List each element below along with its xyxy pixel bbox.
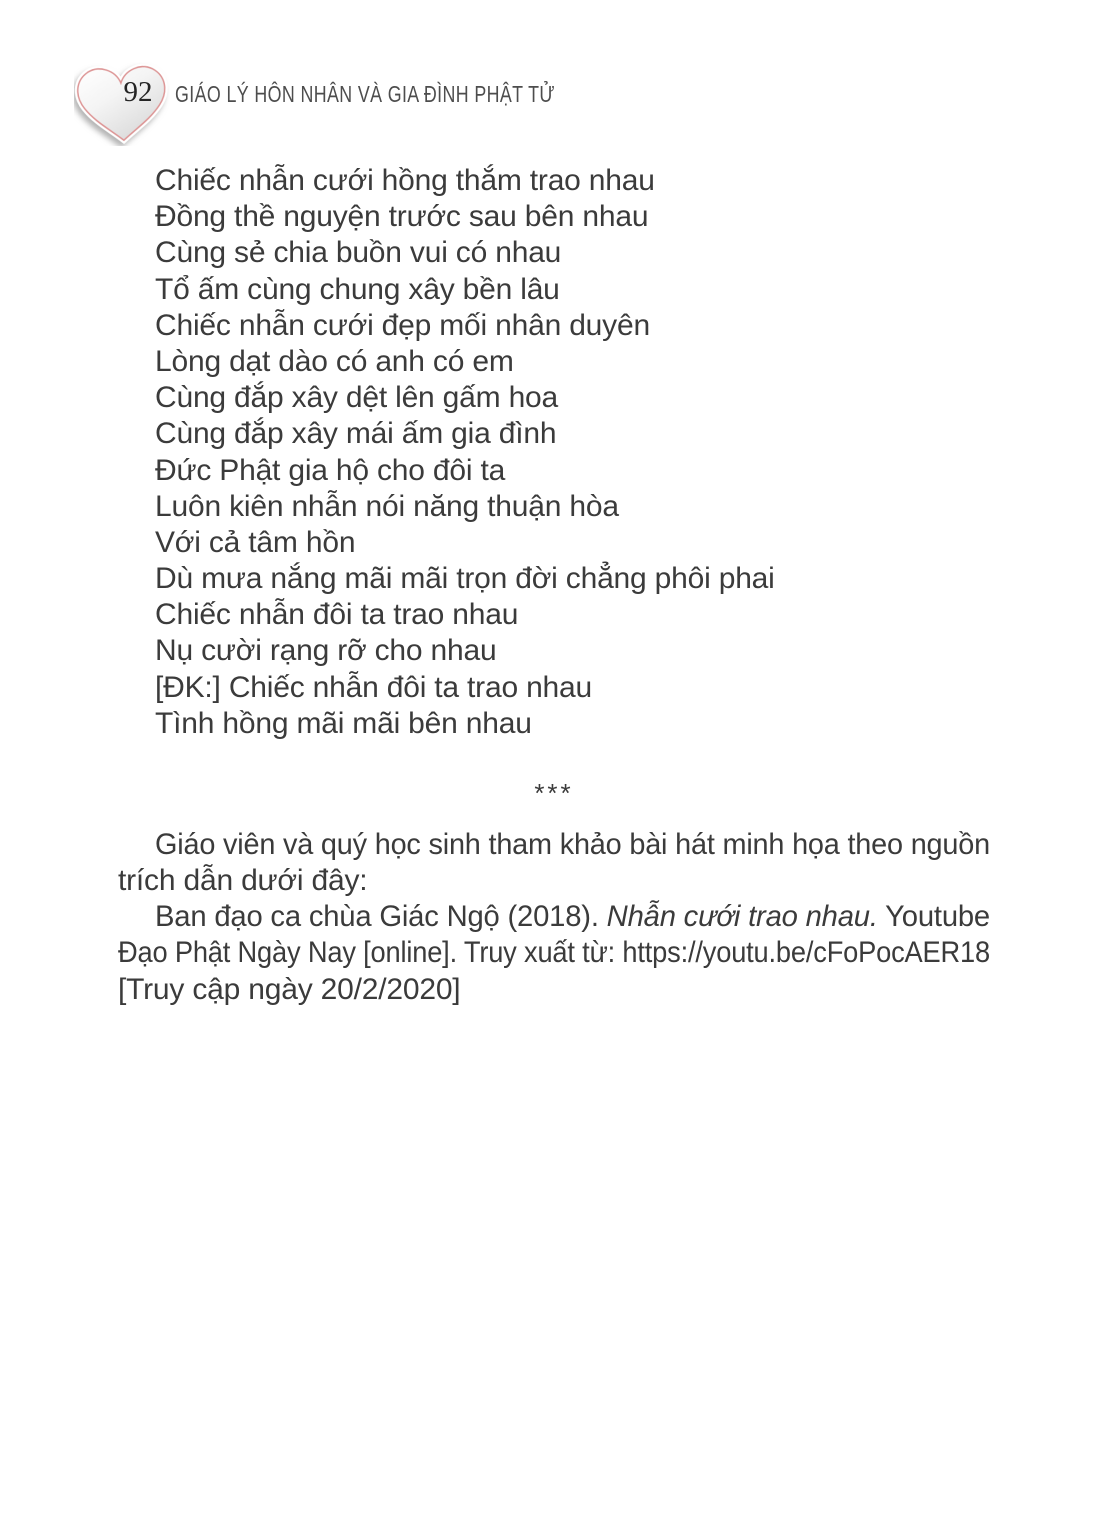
lyric-line: Nụ cười rạng rỡ cho nhau <box>155 634 497 668</box>
lyric-line: Tình hồng mãi mãi bên nhau <box>155 706 532 740</box>
page-number: 92 <box>123 76 153 108</box>
section-separator: *** <box>534 778 574 808</box>
lyric-line: Đức Phật gia hộ cho đôi ta <box>155 453 506 487</box>
lyric-line: [ĐK:] Chiếc nhẫn đôi ta trao nhau <box>155 670 593 704</box>
running-header <box>175 80 555 108</box>
citation-paragraph <box>118 899 990 1008</box>
citation-authors: Ban đạo ca chùa Giác Ngộ (2018). <box>155 900 607 933</box>
citation-line-1-text <box>155 899 990 935</box>
lyric-line: Dù mưa nắng mãi mãi trọn đời chẳng phôi phai <box>155 562 775 596</box>
intro-line-1-text: Giáo viên và quý học sinh tham khảo bài hát minh họa theo nguồn <box>155 828 990 861</box>
intro-line-2: trích dẫn dưới đây: <box>118 864 368 898</box>
youtube-link[interactable]: https://youtu.be/cFoPocAER18 <box>622 936 990 970</box>
page-number-badge <box>74 62 170 146</box>
lyric-line: Luôn kiên nhẫn nói năng thuận hòa <box>155 489 619 523</box>
citation-line-2-text <box>118 935 990 971</box>
citation-source: Youtube <box>877 900 990 933</box>
lyric-line: Lòng dạt dào có anh có em <box>155 344 514 378</box>
lyric-line: Chiếc nhẫn cưới đẹp mối nhân duyên <box>155 308 650 342</box>
intro-line-1 <box>118 827 990 863</box>
lyric-line: Với cả tâm hồn <box>155 525 356 559</box>
citation-line-2 <box>118 935 990 971</box>
citation-channel: Đạo Phật Ngày Nay [online]. Truy xuất từ: <box>118 936 623 970</box>
lyric-line: Tổ ấm cùng chung xây bền lâu <box>155 272 560 306</box>
lyric-line: Chiếc nhẫn đôi ta trao nhau <box>155 598 519 632</box>
lyric-line: Chiếc nhẫn cưới hồng thắm trao nhau <box>155 164 655 197</box>
song-lyrics <box>155 163 775 742</box>
lyric-line: Cùng đắp xây dệt lên gấm hoa <box>155 381 559 415</box>
citation-line-1 <box>118 899 990 935</box>
lyric-line: Cùng sẻ chia buồn vui có nhau <box>155 236 562 270</box>
lyric-line: Cùng đắp xây mái ấm gia đình <box>155 417 557 451</box>
citation-song-title: Nhẫn cưới trao nhau. <box>606 900 878 933</box>
intro-paragraph <box>118 827 990 900</box>
running-header-text: GIÁO LÝ HÔN NHÂN VÀ GIA ĐÌNH PHẬT TỬ <box>175 81 555 107</box>
lyric-line: Đồng thề nguyện trước sau bên nhau <box>155 200 649 234</box>
citation-access-date: [Truy cập ngày 20/2/2020] <box>118 972 461 1006</box>
